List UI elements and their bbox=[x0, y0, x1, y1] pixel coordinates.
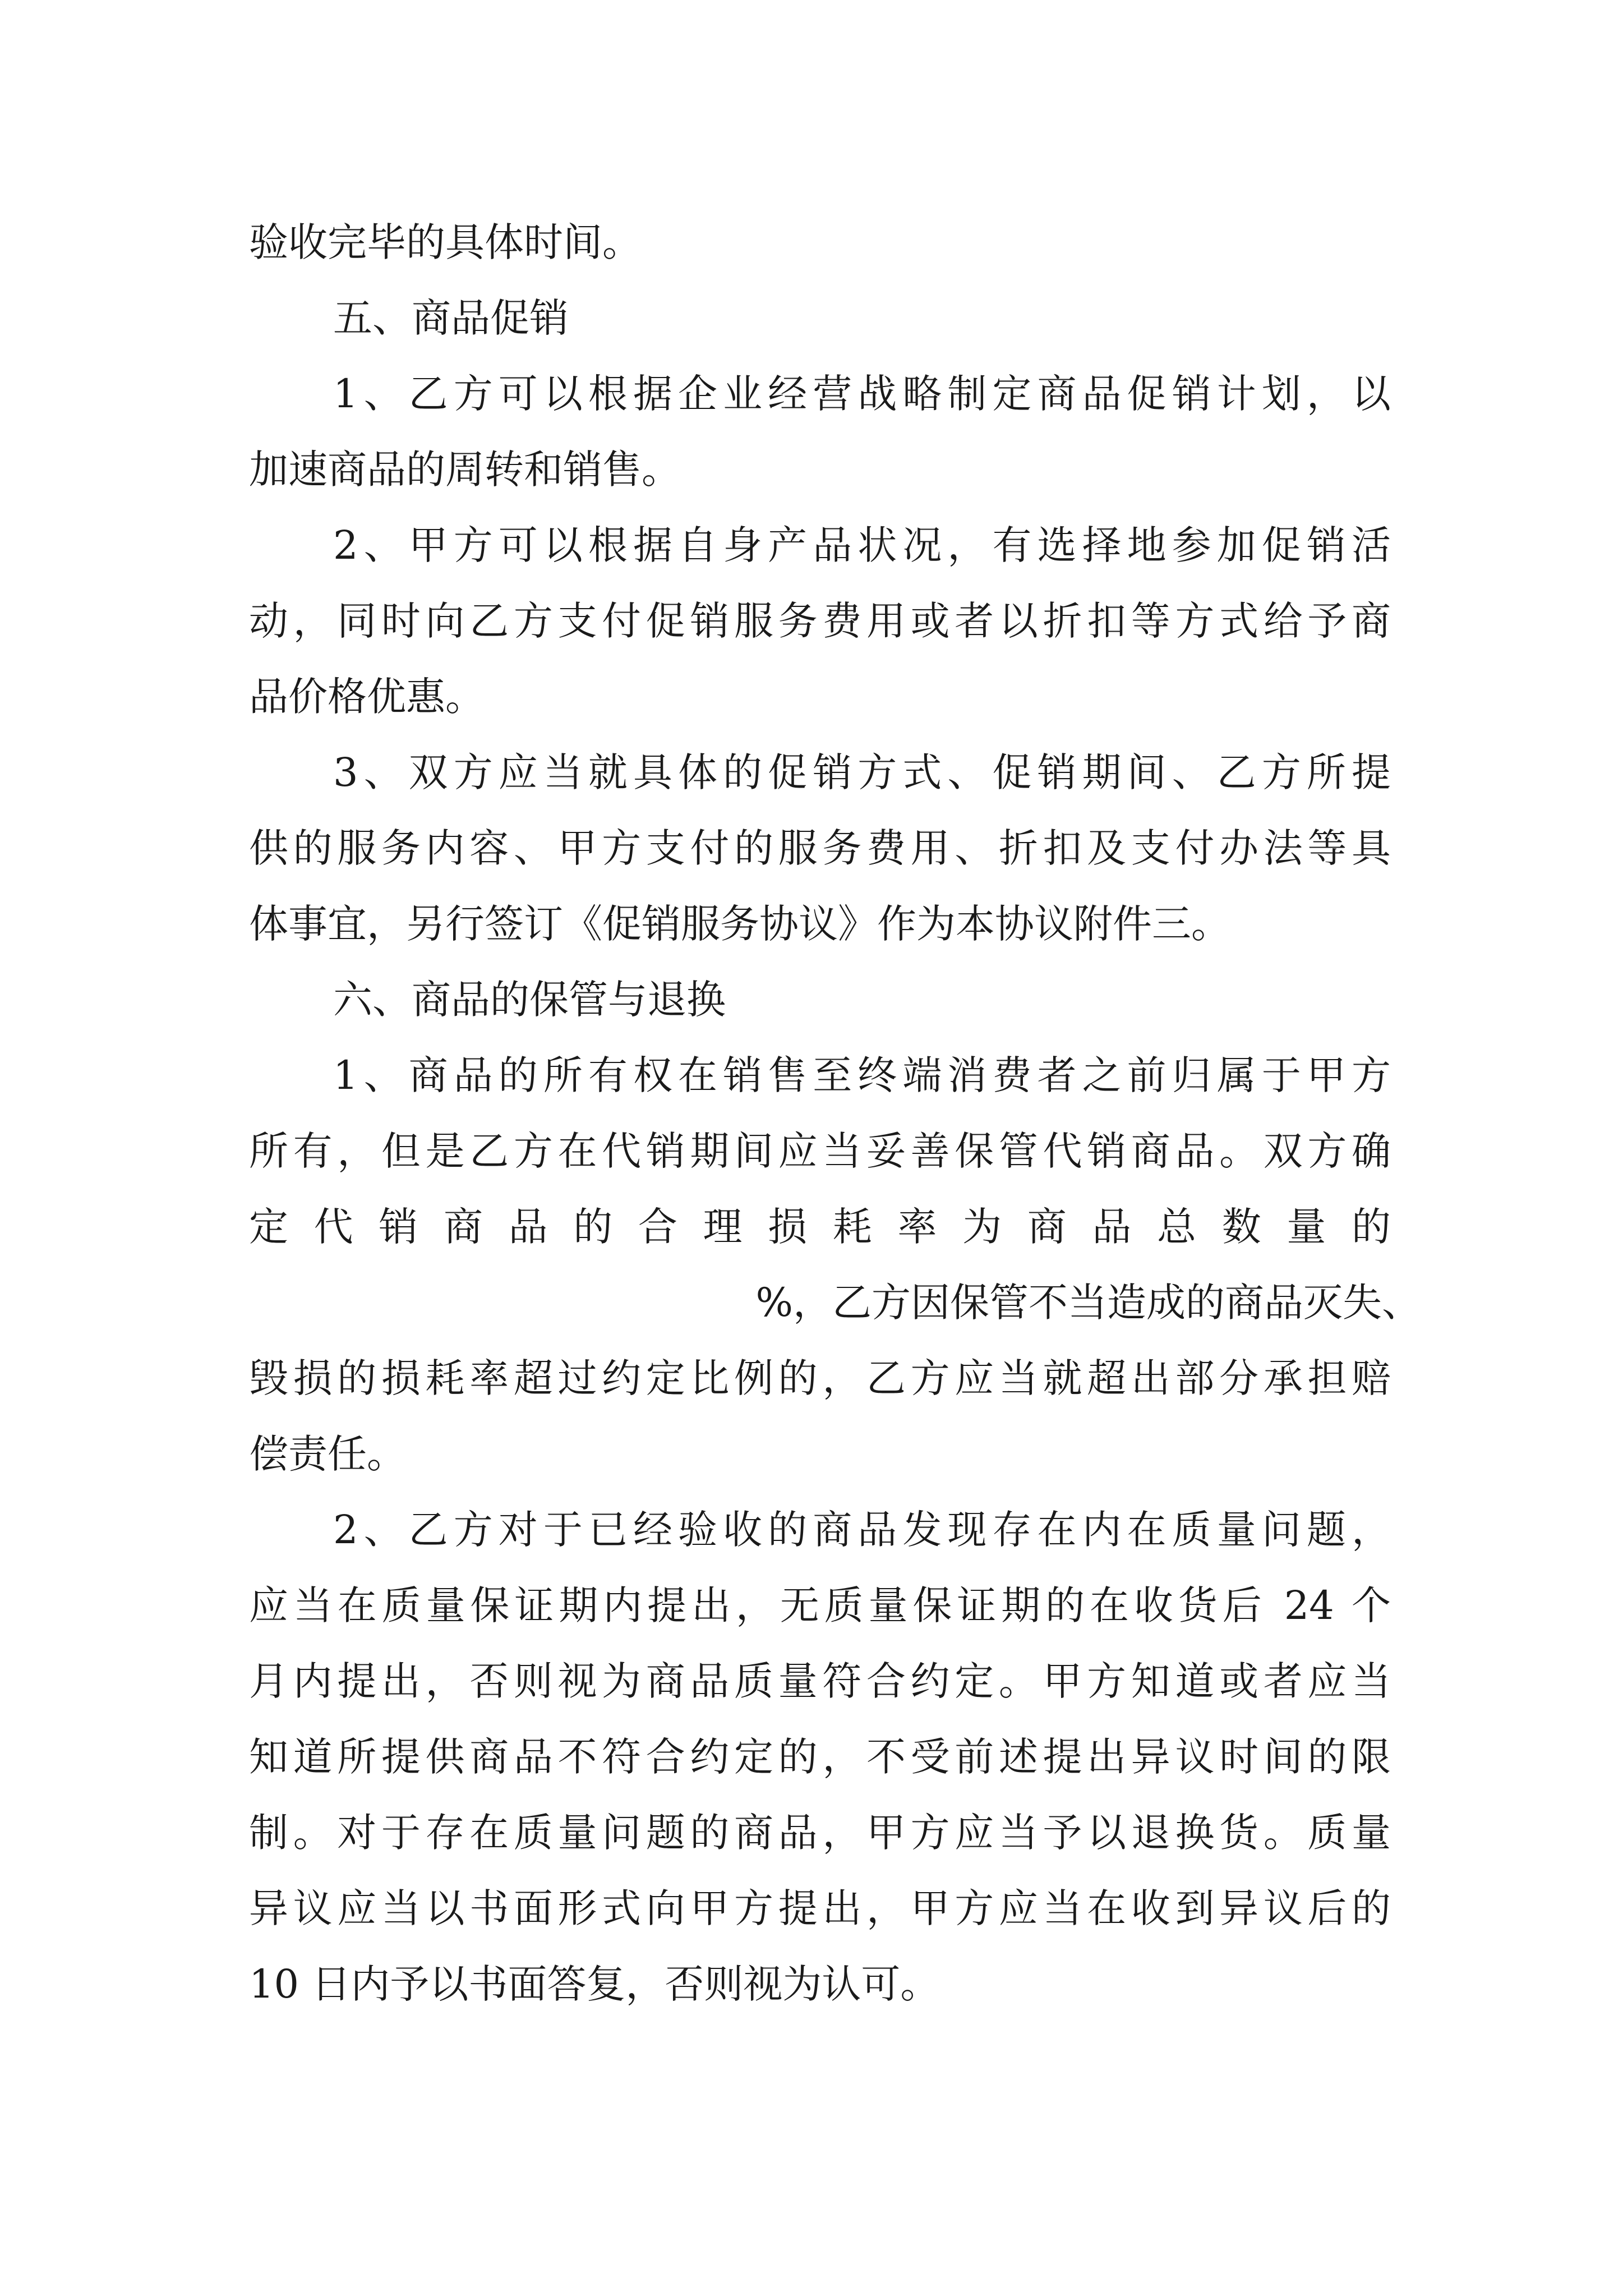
text-line: 动，同时向乙方支付促销服务费用或者以折扣等方式给予商 bbox=[249, 598, 1391, 644]
text-line: 体事宜，另行签订《促销服务协议》作为本协议附件三。 bbox=[249, 901, 1230, 947]
text-line: 毁损的损耗率超过约定比例的，乙方应当就超出部分承担赔 bbox=[249, 1355, 1391, 1401]
text-line: 10 日内予以书面答复，否则视为认可。 bbox=[249, 1961, 940, 2007]
text-line: 定代销商品的合理损耗率为商品总数量的 bbox=[249, 1204, 1391, 1250]
text-line: 1、商品的所有权在销售至终端消费者之前归属于甲方 bbox=[333, 1052, 1391, 1098]
section-heading-storage-return: 六、商品的保管与退换 bbox=[333, 977, 726, 1023]
text-line: 供的服务内容、甲方支付的服务费用、折扣及支付办法等具 bbox=[249, 825, 1391, 871]
text-line: 品价格优惠。 bbox=[249, 674, 485, 720]
text-line: 异议应当以书面形式向甲方提出，甲方应当在收到异议后的 bbox=[249, 1885, 1391, 1931]
text-line: 偿责任。 bbox=[249, 1431, 406, 1477]
text-line: 2、乙方对于已经验收的商品发现存在内在质量问题， bbox=[333, 1507, 1391, 1553]
text-line: 应当在质量保证期内提出，无质量保证期的在收货后 24 个 bbox=[249, 1582, 1391, 1628]
text-line: 2、甲方可以根据自身产品状况，有选择地参加促销活 bbox=[333, 522, 1391, 568]
text-line: 验收完毕的具体时间。 bbox=[249, 219, 642, 265]
text-line: 1、乙方可以根据企业经营战略制定商品促销计划，以 bbox=[333, 371, 1391, 417]
text-line: 所有，但是乙方在代销期间应当妥善保管代销商品。双方确 bbox=[249, 1128, 1391, 1174]
text-line: 月内提出，否则视为商品质量符合约定。甲方知道或者应当 bbox=[249, 1658, 1391, 1704]
text-line: 3、双方应当就具体的促销方式、促销期间、乙方所提 bbox=[333, 749, 1391, 795]
text-line: %，乙方因保管不当造成的商品灭失、 bbox=[755, 1280, 1421, 1326]
text-line: 知道所提供商品不符合约定的，不受前述提出异议时间的限 bbox=[249, 1734, 1391, 1780]
section-heading-promotion: 五、商品促销 bbox=[333, 295, 569, 341]
text-line: 加速商品的周转和销售。 bbox=[249, 447, 681, 493]
text-line: 制。对于存在质量问题的商品，甲方应当予以退换货。质量 bbox=[249, 1810, 1391, 1856]
